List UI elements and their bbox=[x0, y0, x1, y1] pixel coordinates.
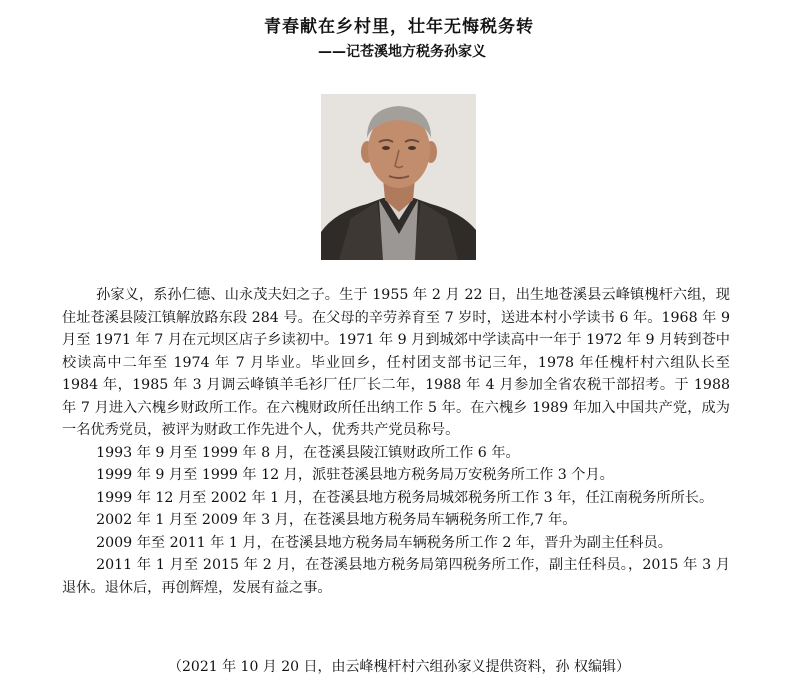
paragraph-1993: 1993 年 9 月至 1999 年 8 月，在苍溪县陵江镇财政所工作 6 年。 bbox=[96, 444, 520, 461]
document-subtitle: ——记苍溪地方税务孙家义 bbox=[318, 44, 486, 60]
paragraph-2011: 2011 年 1 月至 2015 年 2 月，在苍溪县地方税务局第四税务所工作，副主任科员。，2015 年 3 月退休。退休后，再创辉煌，发展有益之事。 bbox=[62, 557, 730, 596]
paragraph-2002: 2002 年 1 月至 2009 年 3 月，在苍溪县地方税务局车辆税务所工作,7 年。 bbox=[96, 512, 577, 528]
portrait-photo bbox=[321, 94, 476, 260]
biography-body bbox=[62, 284, 730, 599]
paragraph-1999-09: 1999 年 9 月至 1999 年 12 月，派驻苍溪县地方税务局万安税务所工作 3 个月。 bbox=[96, 467, 614, 483]
document-title: 青春献在乡村里，壮年无悔税务转 bbox=[264, 17, 534, 37]
document-footer-note: （2021 年 10 月 20 日，由云峰槐杆村六组孙家义提供资料，孙 权编辑） bbox=[168, 659, 630, 675]
paragraph-intro: 孙家义，系孙仁德、山永茂夫妇之子。生于 1955 年 2 月 22 日，出生地苍溪县云峰镇槐杆六组，现住址苍溪县陵江镇解放路东段 284 号。在父母的辛劳养育至 7 岁时，送进本村小学读书 6 年。1968 年 9 月至 1971 年 7 月在元坝区店子乡读初中。1971 年 9 月到城郊中学读高中一年于 1972 年 9 月转到苍中校读高中二年至 1974 年 7 月毕业。毕业回乡，任村团支部书记三年，1978 年任槐杆村六组队长至 1984 年，1985 年 3 月调云峰镇羊毛衫厂任厂长二年，1988 年 4 月参加全省农税干部招考。于 1988 年 7 月进入六槐乡财政所工作。在六槐财政所任出纳工作 5 年。在六槐乡 1989 年加入中国共产党，成为一名优秀党员，被评为财政工作先进个人，优秀共产党员称号。 bbox=[62, 287, 730, 438]
paragraph-1999-12: 1999 年 12 月至 2002 年 1 月，在苍溪县地方税务局城郊税务所工作 3 年，任江南税务所所长。 bbox=[96, 489, 714, 506]
paragraph-2009: 2009 年至 2011 年 1 月，在苍溪县地方税务局车辆税务所工作 2 年，晋升为副主任科员。 bbox=[96, 534, 672, 551]
portrait-illustration bbox=[321, 94, 476, 260]
